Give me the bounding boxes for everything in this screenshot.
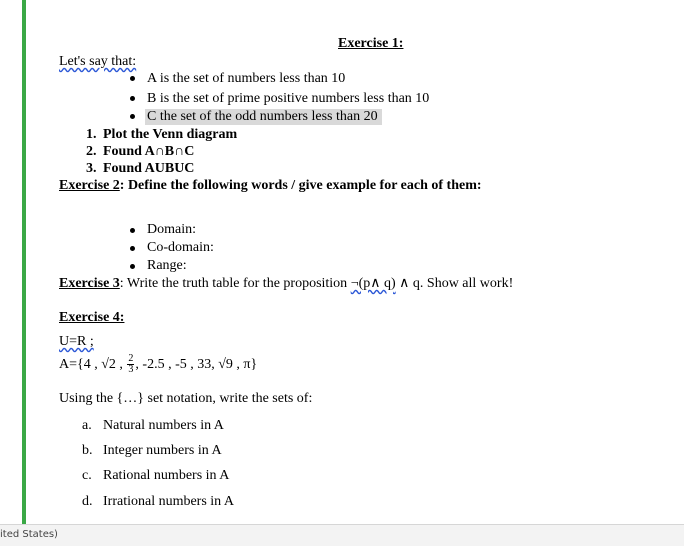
ex4-item-a-letter: a. — [82, 418, 92, 433]
ex2-item-domain: Domain: — [147, 222, 196, 237]
set-c-item[interactable]: C the set of the odd numbers less than 20 — [145, 109, 382, 125]
exercise-2-heading — [59, 178, 482, 194]
set-a-item: A is the set of numbers less than 10 — [147, 71, 346, 86]
exercise-3-label: Exercise 3 — [59, 276, 120, 291]
exercise-3-text: : Write the truth table for the proposition — [119, 276, 351, 291]
ex4-item-c-letter: c. — [82, 468, 92, 483]
fraction-numerator: 2 — [128, 353, 134, 365]
exercise-2-text: : Define the following words / give example for each of them: — [119, 178, 482, 193]
set-b-item: B is the set of prime positive numbers less than 10 — [147, 91, 430, 106]
ex4-instruction: Using the {…} set notation, write the sets of: — [59, 391, 313, 406]
bullet-icon — [130, 246, 135, 251]
ex4-item-c: Rational numbers in A — [103, 468, 230, 483]
exercise-3-line — [59, 276, 513, 292]
ex1-task-1: Plot the Venn diagram — [103, 127, 238, 142]
ex1-task-2-number: 2. — [86, 144, 97, 159]
intro-text — [59, 54, 136, 70]
ex4-item-b: Integer numbers in A — [103, 443, 222, 458]
set-a-definition — [59, 354, 257, 376]
set-a-suffix: , -2.5 , -5 , 33, √9 , π} — [135, 357, 258, 372]
fraction-two-thirds — [127, 354, 134, 375]
exercise-1-title: Exercise 1: — [338, 36, 404, 51]
ex1-task-3-number: 3. — [86, 161, 97, 176]
language-status[interactable]: ited States) — [0, 529, 58, 540]
ex2-item-range: Range: — [147, 258, 187, 273]
ex1-task-2: Found A∩B∩C — [103, 144, 195, 159]
ex4-item-a: Natural numbers in A — [103, 418, 224, 433]
ex1-task-3: Found AUBUC — [103, 161, 195, 176]
document-page[interactable] — [26, 0, 684, 524]
ex4-item-d: Irrational numbers in A — [103, 494, 235, 509]
status-bar — [0, 524, 684, 546]
ex2-item-codomain: Co-domain: — [147, 240, 214, 255]
proposition-negation: ¬(p∧ q) — [350, 276, 396, 291]
fraction-denominator: 3 — [128, 364, 134, 376]
bullet-icon — [130, 96, 135, 101]
bullet-icon — [130, 264, 135, 269]
bullet-icon — [130, 228, 135, 233]
exercise-3-text-end: ∧ q. Show all work! — [395, 276, 514, 291]
exercise-2-label: Exercise 2 — [59, 178, 120, 193]
bullet-icon — [130, 114, 135, 119]
exercise-4-title: Exercise 4: — [59, 310, 125, 325]
left-pane — [0, 0, 22, 524]
set-a-prefix: A={4 , √2 , — [59, 357, 127, 372]
bullet-icon — [130, 76, 135, 81]
intro-label: Let's say that: — [59, 54, 137, 69]
universe-definition: U=R ; — [59, 334, 94, 349]
ex4-item-b-letter: b. — [82, 443, 93, 458]
ex4-item-d-letter: d. — [82, 494, 93, 509]
ex1-task-1-number: 1. — [86, 127, 97, 142]
